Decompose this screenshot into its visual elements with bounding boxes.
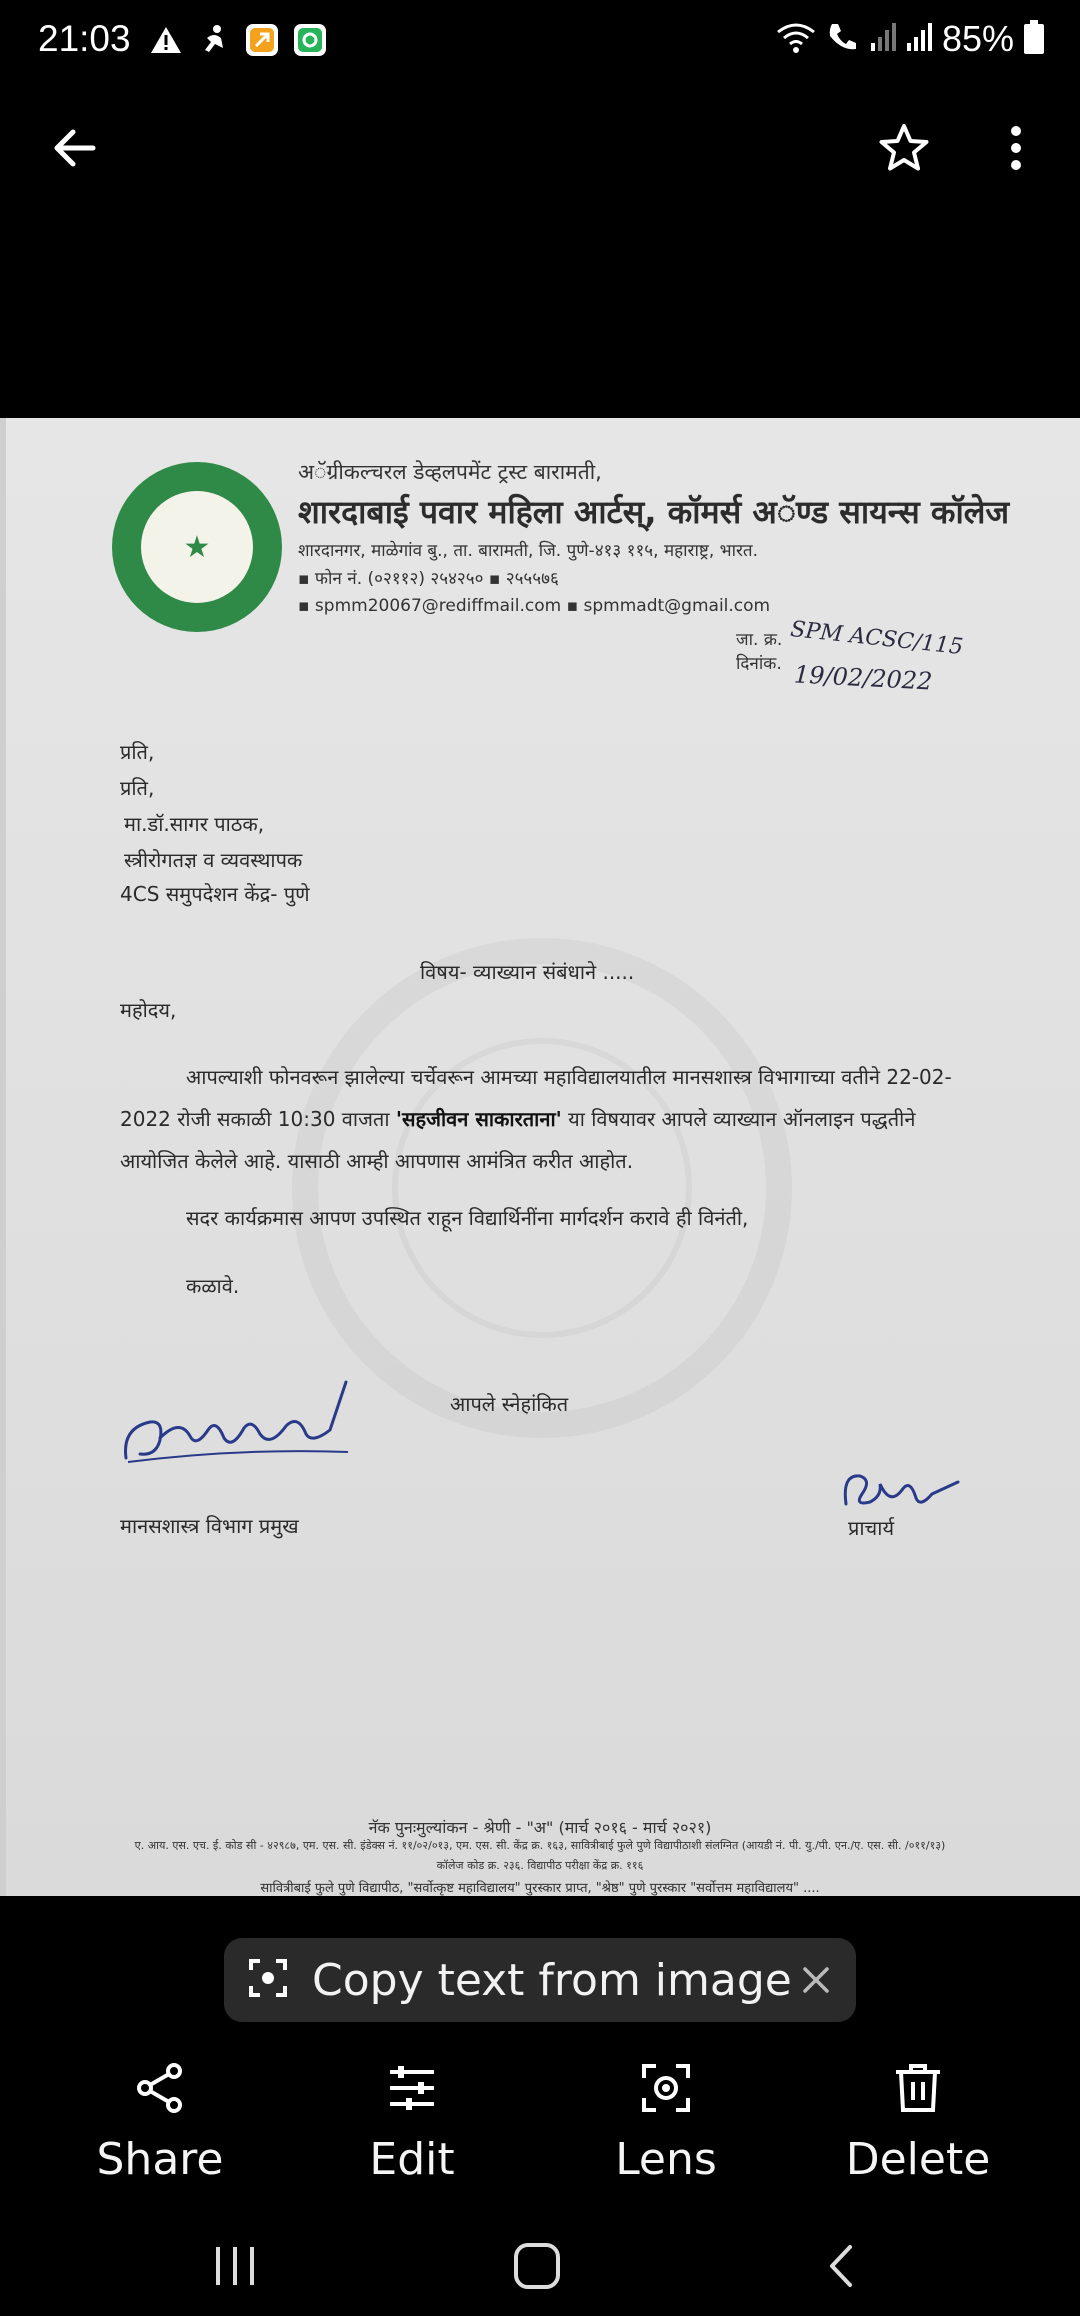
copy-text-chip[interactable] <box>224 1938 856 2022</box>
more-vert-icon <box>1009 125 1023 175</box>
body-paragraph-1 <box>120 1056 966 1182</box>
delete-button[interactable] <box>818 2060 1018 2185</box>
edit-label: Edit <box>369 2134 455 2185</box>
tune-icon <box>384 2060 440 2116</box>
hod-title: मानसशास्त्र विभाग प्रमुख <box>120 1514 299 1538</box>
bottom-actions <box>0 2060 1080 2200</box>
seal-center: ★ <box>141 491 253 603</box>
copy-text-label: Copy text from image <box>312 1954 792 2006</box>
signature-hod <box>120 1378 360 1468</box>
closing-regards: आपले स्नेहांकित <box>450 1392 569 1416</box>
to-line-1: प्रति, <box>120 740 155 764</box>
notification-icons <box>148 22 328 58</box>
delete-label: Delete <box>845 2134 991 2185</box>
status-indicators <box>776 18 1044 60</box>
footer-naac: नॅक पुनःमुल्यांकन - श्रेणी - "अ" (मार्च २०१६ - मार्च २०२१) <box>368 1818 712 1837</box>
text-scan-icon <box>248 1958 288 2002</box>
trash-icon <box>890 2060 946 2116</box>
date-label: दिनांक. <box>736 654 782 674</box>
lens-label: Lens <box>615 2134 717 2185</box>
footer-college-code: कॉलेज कोड क्र. २३६. विद्यापीठ परीक्षा केंद्र क्र. ११६ <box>436 1859 644 1872</box>
fitness-icon <box>196 22 232 58</box>
recipient-role: स्त्रीरोगतज्ञ व व्यवस्थापक <box>124 848 303 872</box>
system-navigation-bar <box>0 2216 1080 2316</box>
share-label: Share <box>96 2134 224 2185</box>
to-line-2: प्रति, <box>120 776 155 800</box>
subject-line: विषय- व्याख्यान संबंधाने ..... <box>420 960 635 984</box>
status-bar <box>0 0 1080 84</box>
favorite-button[interactable] <box>864 110 944 190</box>
wifi-calling-icon <box>776 20 816 58</box>
more-options-button[interactable] <box>976 110 1056 190</box>
reference-block <box>736 628 782 676</box>
footer-codes: ए. आय. एस. एच. ई. कोड सी - ४२९८७, एम. एस. सी. इंडेक्स नं. ११/०२/०१३, एम. एस. सी. केंद्र क्र. १६३, सावित्रीबाई फुले पुणे विद्यापीठाशी संलग्नित (आयडी नं. पी. यु./पी. एन./ए. एस. सी. /०११/१३) <box>134 1839 946 1852</box>
share-icon <box>132 2060 188 2116</box>
body-paragraph-2: सदर कार्यक्रमास आपण उपस्थित राहून विद्यार्थिनींना मार्गदर्शन करावे ही विनंती, <box>186 1206 749 1230</box>
app-shortcut-icon <box>244 22 280 58</box>
recipient-name: मा.डॉ.सागर पाठक, <box>124 812 265 836</box>
salutation: महोदय, <box>120 998 177 1022</box>
college-phone: ▪ फोन नं. (०२११२) २५४२५० ▪ २५५५७६ <box>298 569 559 589</box>
document-image[interactable] <box>0 418 1080 1896</box>
signal-icon <box>870 21 896 57</box>
paper-edge <box>0 418 6 1896</box>
app-green-icon <box>292 22 328 58</box>
lens-icon <box>638 2060 694 2116</box>
edit-button[interactable] <box>312 2060 512 2185</box>
footer-award: सावित्रीबाई फुले पुणे विद्यापीठ, "सर्वोत्कृष्ट महाविद्यालय" पुरस्कार प्राप्त, "श्रेष्ठ" पुणे पुरस्कार "सर्वोत्तम महाविद्यालय" .... <box>260 1881 820 1896</box>
share-button[interactable] <box>60 2060 260 2185</box>
para1-text-b: या विषयावर आपले व्याख्यान ऑनलाइन पद्धतीने आयोजित केलेले आहे. यासाठी आम्ही आपणास आमंत्रित करीत आहोत. <box>120 1107 916 1173</box>
call-icon <box>826 20 860 58</box>
home-button[interactable] <box>502 2236 572 2296</box>
lens-button[interactable] <box>566 2060 766 2185</box>
warning-icon <box>148 22 184 58</box>
star-icon <box>878 123 930 177</box>
top-app-bar <box>0 110 1080 190</box>
college-address: शारदानगर, माळेगांव बु., ता. बारामती, जि. पुणे-४१३ ११५, महाराष्ट्र, भारत. <box>298 541 759 561</box>
signal-icon-2 <box>906 21 932 57</box>
battery-percent: 85% <box>941 18 1014 59</box>
program-title: 'सहजीवन साकारताना' <box>395 1107 562 1131</box>
recent-apps-button[interactable] <box>200 2236 270 2296</box>
ref-label: जा. क्र. <box>736 630 783 650</box>
trust-name: अॅग्रीकल्चरल डेव्हलपमेंट ट्रस्ट बारामती, <box>298 460 602 484</box>
home-icon <box>512 2241 562 2291</box>
back-button[interactable] <box>34 110 114 190</box>
close-chip-button[interactable] <box>796 1960 836 2000</box>
back-chevron-icon <box>826 2243 856 2289</box>
para1-text-a: आपल्याशी फोनवरून झालेल्या चर्चेवरून आमच्या महाविद्यालयातील मानसशास्त्र विभागाच्या वतीने 22-02-2022 रोजी सकाळी 10:30 वाजता <box>120 1065 952 1131</box>
recipient-org: 4CS समुपदेशन केंद्र- पुणे <box>120 882 310 906</box>
date-handwritten: 19/02/2022 <box>793 660 933 696</box>
battery-icon <box>1024 20 1044 58</box>
close-icon <box>802 1966 830 1994</box>
ref-number-handwritten: SPM ACSC/115 <box>789 617 965 660</box>
closing-kalave: कळावे. <box>186 1274 240 1298</box>
college-seal-logo <box>112 462 282 632</box>
college-name: शारदाबाई पवार महिला आर्टस्, कॉमर्स अॅण्ड सायन्स कॉलेज <box>298 493 1010 531</box>
college-emails: ▪ spmm20067@rediffmail.com ▪ spmmadt@gmail.com <box>298 596 771 616</box>
status-time: 21:03 <box>38 18 131 59</box>
back-arrow-icon <box>51 128 97 172</box>
recents-icon <box>212 2245 258 2287</box>
principal-title: प्राचार्य <box>848 1516 895 1540</box>
back-nav-button[interactable] <box>806 2236 876 2296</box>
